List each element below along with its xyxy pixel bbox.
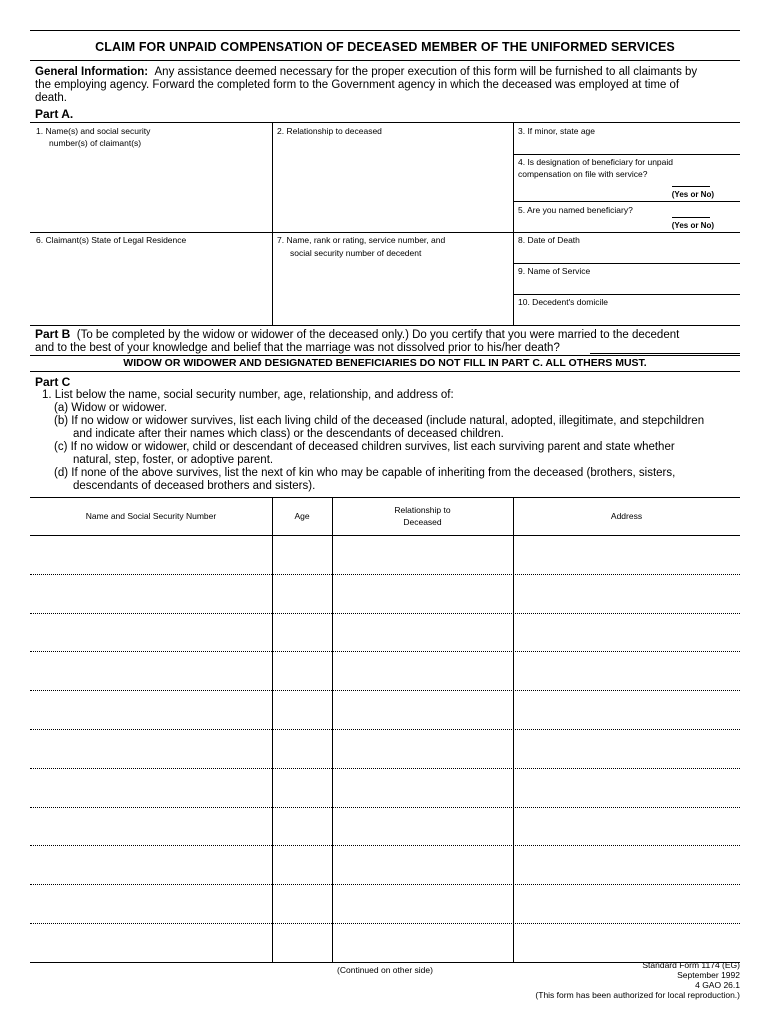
field-1-label [36, 125, 150, 149]
beneficiary-designation-field[interactable] [672, 174, 714, 185]
table-header-rule [30, 535, 740, 536]
claimant-names-ssn-field[interactable] [36, 158, 270, 228]
table-row-divider [30, 768, 740, 769]
standard-form-number: Standard Form 1174 (EG) [642, 960, 740, 970]
general-information [35, 66, 745, 105]
general-text-2: the employing agency. Forward the completed form to the Government agency in which the deceased was employed at time of [35, 79, 680, 91]
f5-answer-line [672, 217, 710, 218]
part-c-heading: Part C [35, 375, 71, 389]
name-of-service-field[interactable] [518, 278, 740, 292]
row-age-field[interactable] [275, 539, 331, 568]
row-relationship-field[interactable] [335, 811, 512, 840]
col-header-relationship-line1: Relationship to [394, 505, 451, 515]
table-row-divider [30, 574, 740, 575]
table-row-divider [30, 923, 740, 924]
table-row-divider [30, 807, 740, 808]
marriage-certification-field[interactable] [590, 340, 744, 352]
gao-number: 4 GAO 26.1 [695, 980, 740, 990]
row-name-ssn-field[interactable] [33, 888, 271, 917]
continued-note: (Continued on other side) [337, 965, 433, 975]
col-header-address: Address [610, 511, 643, 521]
field-5-label: 5. Are you named beneficiary? [518, 205, 633, 215]
col-header-relationship-line2: Deceased [403, 517, 442, 527]
f5-hint: (Yes or No) [671, 221, 714, 230]
col-header-relationship [332, 504, 513, 528]
col-header-age: Age [294, 511, 310, 521]
form-identifier [480, 960, 740, 1000]
minor-age-field[interactable] [518, 138, 740, 152]
row-address-field[interactable] [516, 811, 739, 840]
part-a-top-rule [30, 122, 740, 123]
decedent-details-field[interactable] [277, 264, 511, 320]
row-address-field[interactable] [516, 655, 739, 684]
table-row-divider [30, 729, 740, 730]
field-7-label-line2: social security number of decedent [290, 248, 422, 258]
f8-rule [513, 263, 740, 264]
f4-hint: (Yes or No) [671, 190, 714, 199]
f3-rule [513, 154, 740, 155]
part-c-notice: WIDOW OR WIDOWER AND DESIGNATED BENEFICIARIES DO NOT FILL IN PART C. ALL OTHERS MUST. [123, 357, 647, 369]
row-name-ssn-field[interactable] [33, 617, 271, 646]
part-c-instructions [42, 389, 752, 493]
row-address-field[interactable] [516, 927, 739, 956]
part-c-c-1: (c) If no widow or widower, child or descendant of deceased children survives, list each surviving parent and state whether [54, 441, 675, 453]
title-rule [30, 60, 740, 61]
table-row-divider [30, 884, 740, 885]
named-beneficiary-field[interactable] [672, 205, 714, 216]
reproduction-note: (This form has been authorized for local reproduction.) [535, 990, 740, 1000]
row-age-field[interactable] [275, 694, 331, 723]
row-address-field[interactable] [516, 733, 739, 762]
row-name-ssn-field[interactable] [33, 849, 271, 878]
row-name-ssn-field[interactable] [33, 811, 271, 840]
notice-rule [30, 371, 740, 372]
field-1-label-line1: 1. Name(s) and social security [36, 126, 151, 136]
part-b-text-2: and to the best of your knowledge and belief that the marriage was not dissolved prior to his/her death? [35, 342, 560, 354]
row-address-field[interactable] [516, 849, 739, 878]
field-7-label [277, 234, 445, 260]
col-header-name: Name and Social Security Number [85, 511, 217, 521]
date-of-death-field[interactable] [518, 247, 740, 261]
part-c-a: (a) Widow or widower. [54, 402, 168, 414]
general-label: General Information: [35, 66, 149, 78]
row-relationship-field[interactable] [335, 655, 512, 684]
form-title: CLAIM FOR UNPAID COMPENSATION OF DECEASED MEMBER OF THE UNIFORMED SERVICES [95, 40, 675, 54]
row-address-field[interactable] [516, 694, 739, 723]
row-name-ssn-field[interactable] [33, 694, 271, 723]
part-c-item1: 1. List below the name, social security number, age, relationship, and address of: [42, 389, 454, 401]
part-c-b-2: and indicate after their names which class) or the descendants of deceased children. [73, 428, 504, 440]
row-relationship-field[interactable] [335, 578, 512, 607]
field-4-label-line1: 4. Is designation of beneficiary for unpaid [518, 157, 673, 167]
row-age-field[interactable] [275, 617, 331, 646]
row-relationship-field[interactable] [335, 849, 512, 878]
table-row-divider [30, 845, 740, 846]
row-address-field[interactable] [516, 539, 739, 568]
field-9-label: 9. Name of Service [518, 266, 591, 276]
relationship-field[interactable] [277, 140, 511, 228]
field-3-label: 3. If minor, state age [518, 126, 596, 136]
legal-residence-field[interactable] [36, 250, 270, 320]
row-age-field[interactable] [275, 849, 331, 878]
top-rule [30, 30, 740, 31]
row-name-ssn-field[interactable] [33, 927, 271, 956]
field-10-label: 10. Decedent's domicile [518, 297, 608, 307]
row-age-field[interactable] [275, 578, 331, 607]
row-age-field[interactable] [275, 811, 331, 840]
row-name-ssn-field[interactable] [33, 733, 271, 762]
part-c-c-2: natural, step, foster, or adoptive parent. [73, 454, 274, 466]
table-row-divider [30, 690, 740, 691]
row-address-field[interactable] [516, 578, 739, 607]
f4-answer-line [672, 186, 710, 187]
row-relationship-field[interactable] [335, 733, 512, 762]
row-relationship-field[interactable] [335, 617, 512, 646]
row-age-field[interactable] [275, 655, 331, 684]
row-address-field[interactable] [516, 772, 739, 801]
field-4-label-line2: compensation on file with service? [518, 169, 648, 179]
row-relationship-field[interactable] [335, 694, 512, 723]
table-top-rule [30, 497, 740, 498]
row-age-field[interactable] [275, 927, 331, 956]
table-row-divider [30, 613, 740, 614]
part-a-divider-1 [272, 122, 273, 325]
part-c-d-1: (d) If none of the above survives, list the next of kin who may be capable of inheriting from the deceased (brothers, sisters, [54, 467, 676, 479]
row-name-ssn-field[interactable] [33, 578, 271, 607]
f9-rule [513, 294, 740, 295]
part-b-answer-line [590, 353, 740, 354]
part-b-text-1: (To be completed by the widow or widower of the deceased only.) Do you certify that you were married to the decedent [76, 329, 680, 341]
part-c-d-2: descendants of deceased brothers and sisters). [73, 480, 316, 492]
row-age-field[interactable] [275, 772, 331, 801]
field-1-label-line2: number(s) of claimant(s) [49, 138, 142, 148]
row-address-field[interactable] [516, 888, 739, 917]
general-text-3: death. [35, 92, 67, 104]
field-7-label-line1: 7. Name, rank or rating, service number, and [277, 235, 446, 245]
row-name-ssn-field[interactable] [33, 655, 271, 684]
row-relationship-field[interactable] [335, 927, 512, 956]
general-text-1: Any assistance deemed necessary for the proper execution of this form will be furnished to all claimants by [154, 66, 698, 78]
form-date: September 1992 [677, 970, 740, 980]
row-name-ssn-field[interactable] [33, 772, 271, 801]
row-age-field[interactable] [275, 733, 331, 762]
row-relationship-field[interactable] [335, 772, 512, 801]
row-relationship-field[interactable] [335, 888, 512, 917]
row-age-field[interactable] [275, 888, 331, 917]
decedent-domicile-field[interactable] [518, 309, 740, 323]
row-address-field[interactable] [516, 617, 739, 646]
field-6-label: 6. Claimant(s) State of Legal Residence [36, 235, 187, 245]
part-b-heading: Part B [35, 327, 71, 341]
field-4-label [518, 156, 673, 180]
part-c-b-1: (b) If no widow or widower survives, list each living child of the deceased (include natural, adopted, illegitimate, and stepchildren [54, 415, 705, 427]
table-row-divider [30, 651, 740, 652]
field-8-label: 8. Date of Death [518, 235, 580, 245]
f4-rule [513, 201, 740, 202]
part-a-bottom-rule [30, 325, 740, 326]
part-a-mid-rule [30, 232, 740, 233]
part-a-heading: Part A. [35, 107, 74, 121]
row-relationship-field[interactable] [335, 539, 512, 568]
field-2-label: 2. Relationship to deceased [277, 126, 382, 136]
row-name-ssn-field[interactable] [33, 539, 271, 568]
part-b-rule [30, 355, 740, 356]
